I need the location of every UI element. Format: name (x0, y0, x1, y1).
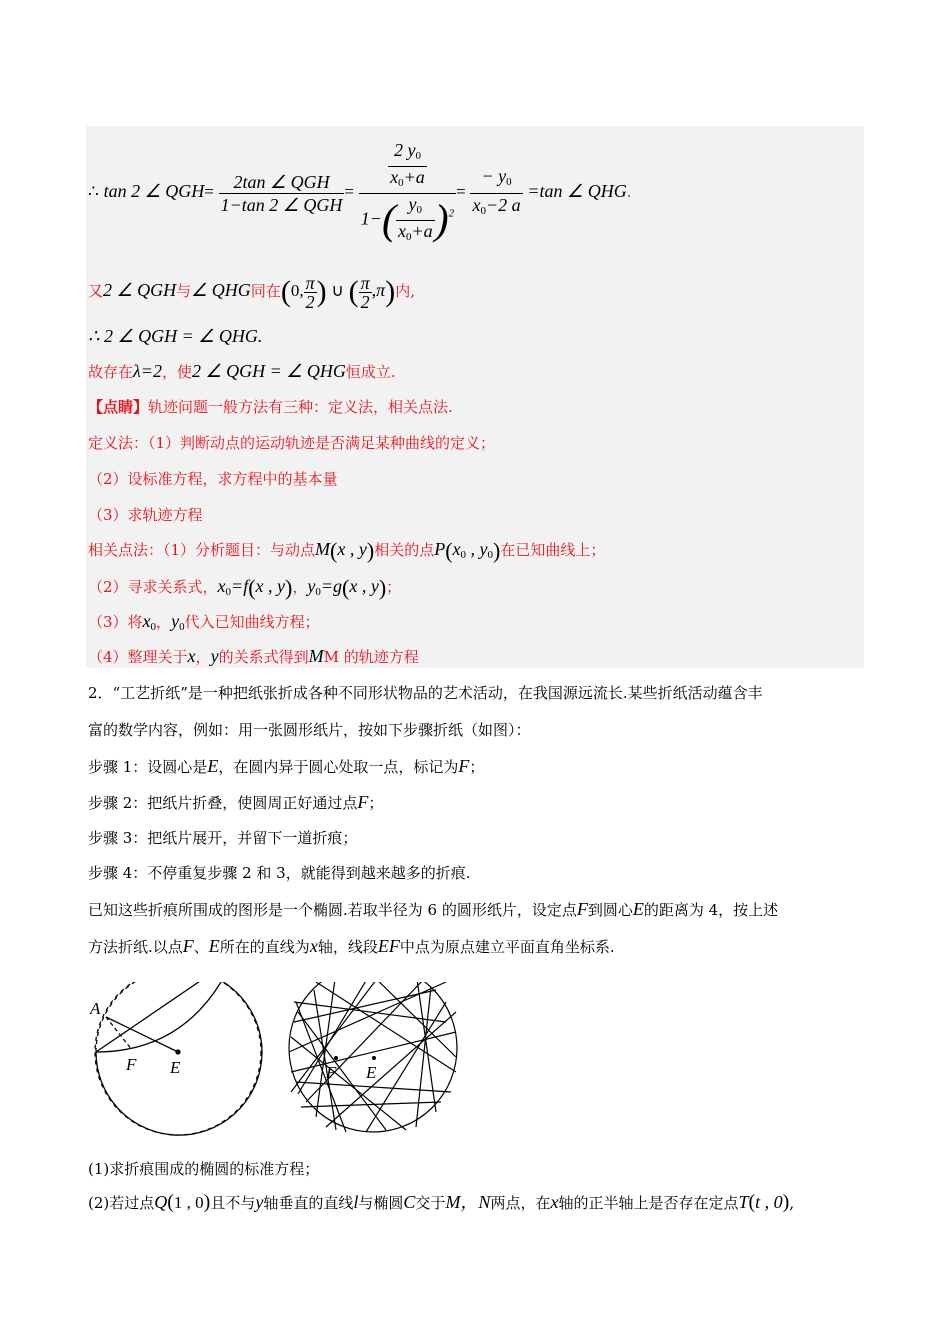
folded-arc (96, 982, 224, 1052)
fraction-double-angle: $\frac{\text{2tan ∠ QGH}}{\text{1−tan 2 ∠ QGH}}$ (220, 171, 343, 215)
question-2: (2)若过点Q(1 , 0)且不与y轴垂直的直线l与椭圆C交于M，N两点，在x轴的正半轴上是否存在定点T(t , 0), (88, 1191, 795, 1213)
problem-intro-2: 富的数学内容，例如：用一张圆形纸片，按如下步骤折纸（如图）： (88, 721, 531, 739)
question-1: (1)求折痕围成的椭圆的标准方程； (88, 1160, 320, 1178)
label-A: A (90, 999, 101, 1018)
problem-intro-1: 2．“工艺折纸”是一种把纸张折成各种不同形状物品的艺术活动，在我国源远流长.某些折纸活动蕴含丰 (88, 684, 763, 702)
folding-figure (86, 982, 486, 1142)
problem-setup-2: 方法折纸.以点F、E所在的直线为x轴，线段EF中点为原点建立平面直角坐标系. (88, 936, 615, 956)
label-E-left: E (170, 1058, 181, 1077)
conclusion-angles: ∴ 2 ∠ QGH = ∠ QHG. (88, 326, 263, 346)
label-E-right: E (366, 1063, 377, 1082)
point-E-dot (176, 1050, 180, 1054)
related-point-method: 相关点法：（1）分析题目：与动点M(x , y)相关的点$P(x_0$ , $y_0$)在已知曲线上； (88, 538, 606, 563)
related-step3: （3）将$x_0$，$y_0$代入已知曲线方程； (88, 611, 320, 633)
interval-statement: 又2 ∠ QGH与∠ QHG同在(0, $\frac{\pi}{2}$ ) ∪ ( $\frac{\pi}{2}$ ,π)内, (88, 272, 415, 312)
fraction-slope: $\frac{2 y_0}{x_0+a}$ 1−( $\frac{y_0}{x_0+a}$ )$^2$ (360, 139, 455, 243)
definition-step2: （2）设标准方程，求方程中的基本量 (88, 470, 338, 488)
folded-arc-dashed (96, 982, 146, 1052)
label-F-right: F (326, 1063, 337, 1082)
point-F-dot (334, 1056, 338, 1060)
step-2: 步骤 2：把纸片折叠，使圆周正好通过点F； (88, 792, 384, 812)
crease-line (96, 982, 206, 1052)
step-1: 步骤 1：设圆心是E，在圆内异于圆心处取一点，标记为F； (88, 756, 485, 776)
related-step4: （4）整理关于x，y的关系式得到MM 的轨迹方程 (88, 646, 419, 666)
fraction-result: $\frac{- y_0}{x_0-2 a}$ (472, 165, 521, 217)
step-3: 步骤 3：把纸片展开，并留下一道折痕； (88, 829, 358, 847)
point-E-dot-right (372, 1056, 376, 1060)
related-step2: （2）寻求关系式，$x_0=f(x$ , y)，$y_0=g(x$ , y)； (88, 575, 402, 600)
existence-statement: 故存在λ=2，使2 ∠ QGH = ∠ QHG恒成立. (88, 361, 396, 381)
dashed-segment-AF (106, 1017, 132, 1050)
formula-tan2: ∴ tan 2 ∠ QGH= $\frac{\text{2tan ∠ QGH}}{\text{1−tan 2 ∠ QGH}}$ = $\frac{2 y_0}{x_0+a}$ 1−( $\frac{y_0}{x_0+a}$ )$^2$ = $\frac{- y_0}{x_0-2 a}$ =tan ∠ QHG. (88, 136, 631, 246)
definition-step3: （3）求轨迹方程 (88, 506, 203, 524)
problem-setup-1: 已知这些折痕所围成的图形是一个椭圆.若取半径为 6 的圆形纸片，设定点F到圆心E的距离为 4，按上述 (88, 899, 779, 919)
label-F-left: F (126, 1055, 137, 1074)
tip-line: 【点睛】轨迹问题一般方法有三种：定义法，相关点法. (88, 398, 453, 416)
definition-method: 定义法：（1）判断动点的运动轨迹是否满足某种曲线的定义； (88, 434, 496, 452)
step-4: 步骤 4：不停重复步骤 2 和 3，就能得到越来越多的折痕. (88, 864, 471, 882)
